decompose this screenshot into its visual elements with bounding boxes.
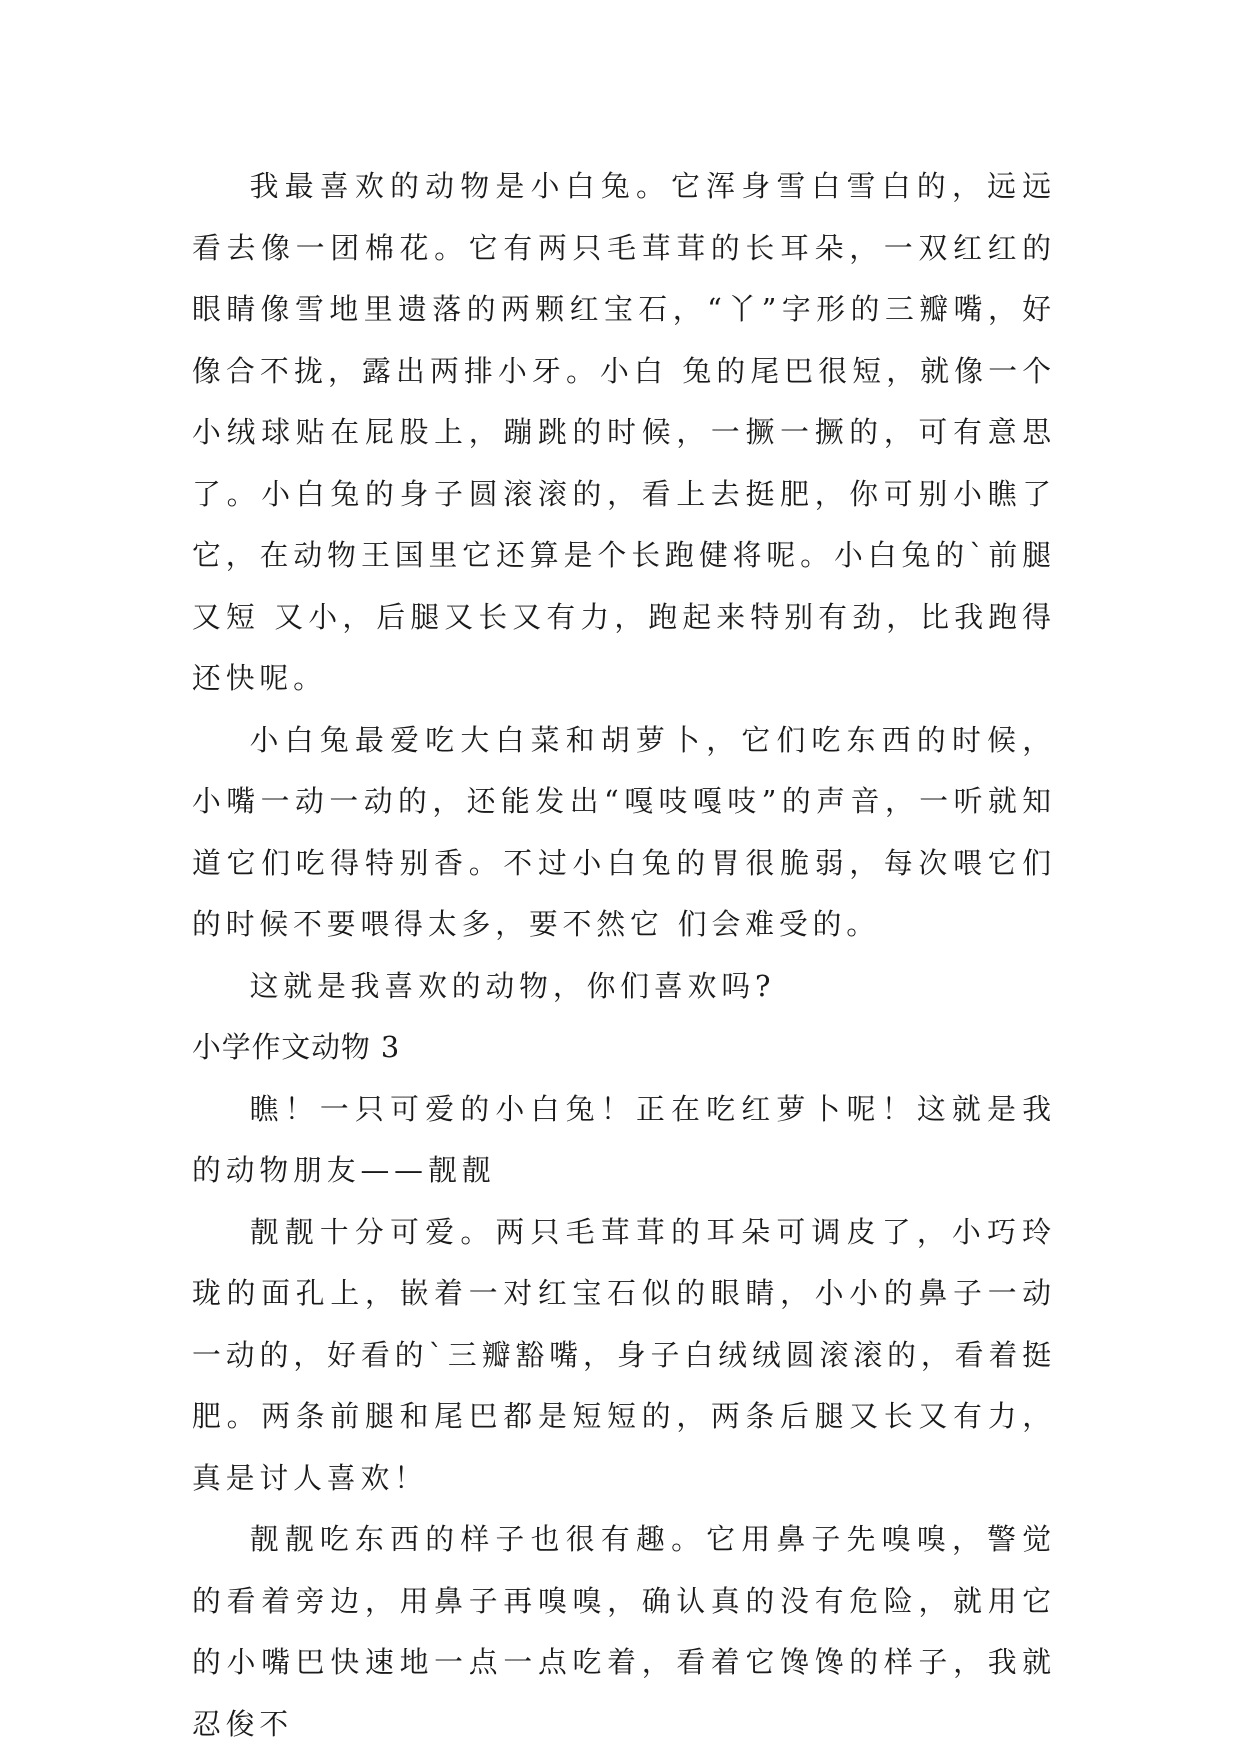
paragraph-intro-liangliang: 瞧！一只可爱的小白兔！正在吃红萝卜呢！这就是我的动物朋友——靓靓 xyxy=(192,1091,1056,1187)
document-body xyxy=(192,156,1056,1755)
paragraph-closing-question: 这就是我喜欢的动物，你们喜欢吗? xyxy=(249,968,776,1003)
paragraph-liangliang-eating: 靓靓吃东西的样子也很有趣。它用鼻子先嗅嗅，警觉的看着旁边，用鼻子再嗅嗅，确认真的没有危险，就用它的小嘴巴快速地一点一点吃着，看着它馋馋的样子，我就忍俊不 xyxy=(192,1522,1056,1741)
paragraph-rabbit-eating: 小白兔最爱吃大白菜和胡萝卜，它们吃东西的时候，小嘴一动一动的，还能发出“嘎吱嘎吱”的声音，一听就知道它们吃得特别香。不过小白兔的胃很脆弱，每次喂它们的时候不要喂得太多，要不然它 们会难受的。 xyxy=(192,722,1056,941)
paragraph-white-rabbit-description: 我最喜欢的动物是小白兔。它浑身雪白雪白的，远远看去像一团棉花。它有两只毛茸茸的长耳朵，一双红红的眼睛像雪地里遗落的两颗红宝石，“丫”字形的三瓣嘴，好像合不拢，露出两排小牙。小白 兔的尾巴很短，就像一个小绒球贴在屁股上，蹦跳的时候，一撅一撅的，可有意思了。小白兔的身子圆滚滚的，看上去挺肥，你可别小瞧了它，在动物王国里它还算是个长跑健将呢。小白兔的`前腿又短 又小，后腿又长又有力，跑起来特别有劲，比我跑得还快呢。 xyxy=(192,169,1056,695)
section-heading: 小学作文动物 3 xyxy=(192,1030,401,1064)
paragraph-liangliang-appearance: 靓靓十分可爱。两只毛茸茸的耳朵可调皮了，小巧玲珑的面孔上，嵌着一对红宝石似的眼睛，小小的鼻子一动一动的，好看的`三瓣豁嘴，身子白绒绒圆滚滚的，看着挺肥。两条前腿和尾巴都是短短的，两条后腿又长又有力，真是讨人喜欢！ xyxy=(192,1214,1056,1495)
